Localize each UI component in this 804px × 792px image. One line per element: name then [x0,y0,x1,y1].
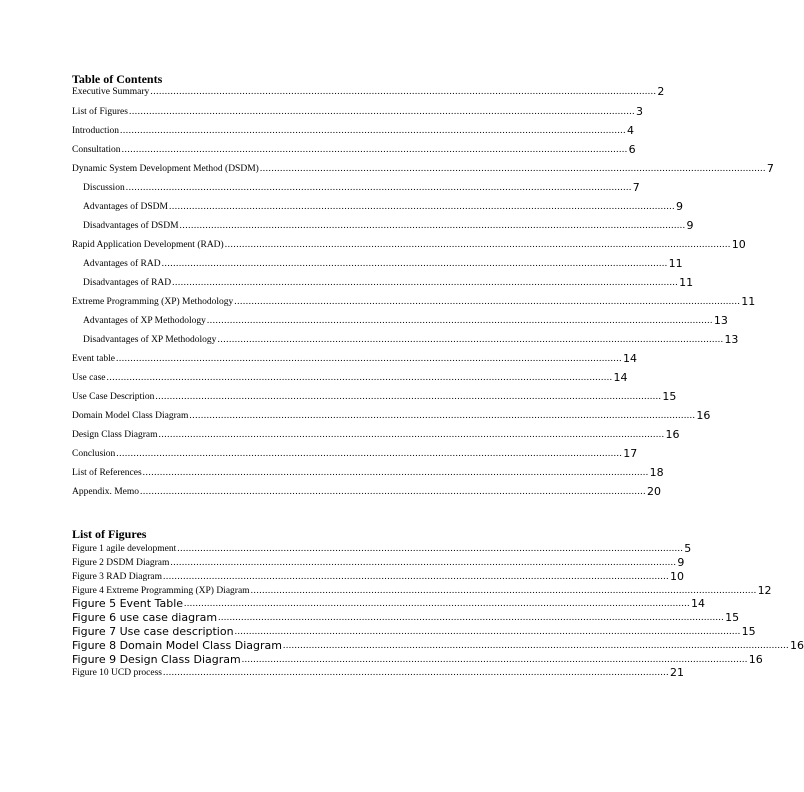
figure-entry-label: Figure 2 DSDM Diagram [72,558,170,568]
toc-entry-label: Disadvantages of RAD [83,278,172,288]
toc-entry-label: Rapid Application Development (RAD) [72,240,224,250]
toc-entry-page: 10 [731,238,746,251]
toc-entry-page: 14 [613,371,628,384]
dot-leader: ................................................................................................................................................................................ [172,278,679,288]
toc-entry-page: 11 [668,257,683,270]
figure-entry-1[interactable] [72,541,692,555]
figure-entry-label: Figure 1 agile development [72,544,177,554]
figure-entry-page: 12 [757,584,772,597]
toc-entry-page: 7 [766,162,774,175]
toc-entry-page: 4 [626,124,634,137]
figures-title: List of Figures [72,527,147,541]
dot-leader: ................................................................................................................................................................................ [150,87,657,97]
dot-leader: ................................................................................................................................................................................ [121,145,628,155]
toc-entry-rad[interactable] [72,237,746,251]
dot-leader: ................................................................................................................................................................................ [234,297,741,307]
toc-entry-list-of-figures[interactable] [72,104,643,118]
dot-leader: ................................................................................................................................................................................ [168,202,675,212]
toc-entry-label: Consultation [72,145,121,155]
dot-leader: ................................................................................................................................................................................ [162,572,669,582]
toc-entry-label: Advantages of RAD [83,259,161,269]
toc-entry-label: Event table [72,354,115,364]
figure-entry-label: Figure 10 UCD process [72,668,162,678]
toc-entry-page: 18 [649,466,664,479]
toc-entry-page: 15 [662,390,677,403]
toc-entry-label: Use Case Description [72,392,155,402]
toc-entry-use-case-description[interactable] [72,389,677,403]
toc-entry-label: Design Class Diagram [72,430,158,440]
dot-leader: ................................................................................................................................................................................ [119,126,626,136]
toc-entry-executive-summary[interactable] [72,84,665,98]
toc-entry-label: Executive Summary [72,87,150,97]
toc-entry-label: Disadvantages of XP Methodology [83,335,217,345]
toc-entry-appendix-memo[interactable] [72,484,662,498]
toc-entry-page: 17 [623,447,638,460]
dot-leader: ................................................................................................................................................................................ [177,544,684,554]
figure-entry-page: 5 [684,542,692,555]
dot-leader: ................................................................................................................................................................................ [116,449,623,459]
dot-leader: ................................................................................................................................................................................ [179,221,686,231]
dot-leader: ................................................................................................................................................................................ [282,641,789,651]
toc-entry-advantages-rad[interactable] [83,256,683,270]
toc-entry-discussion[interactable] [83,180,640,194]
toc-entry-page: 9 [675,200,683,213]
toc-entry-label: Discussion [83,183,125,193]
toc-entry-page: 3 [635,105,643,118]
toc-entry-page: 11 [741,295,756,308]
toc-entry-disadvantages-dsdm[interactable] [83,218,694,232]
toc-entry-label: Appendix. Memo [72,487,140,497]
dot-leader: ................................................................................................................................................................................ [259,164,766,174]
toc-entry-label: Dynamic System Development Method (DSDM) [72,164,259,174]
dot-leader: ................................................................................................................................................................................ [158,430,665,440]
toc-entry-label: Use case [72,373,106,383]
toc-entry-page: 16 [696,409,711,422]
toc-entry-use-case[interactable] [72,370,628,384]
toc-entry-label: List of References [72,468,142,478]
toc-entry-label: List of Figures [72,107,128,117]
figure-entry-4[interactable] [72,583,772,597]
figure-entry-5[interactable] [72,596,706,610]
toc-entry-page: 16 [665,428,680,441]
toc-entry-introduction[interactable] [72,123,634,137]
toc-entry-page: 7 [632,181,640,194]
dot-leader: ................................................................................................................................................................................ [206,316,713,326]
figure-entry-2[interactable] [72,555,685,569]
toc-entry-advantages-dsdm[interactable] [83,199,683,213]
toc-entry-label: Advantages of DSDM [83,202,168,212]
figure-entry-7[interactable] [72,624,756,638]
toc-entry-page: 13 [724,333,739,346]
figure-entry-9[interactable] [72,652,763,666]
toc-entry-conclusion[interactable] [72,446,638,460]
dot-leader: ................................................................................................................................................................................ [217,335,724,345]
figure-entry-3[interactable] [72,569,684,583]
figure-entry-label: Figure 8 Domain Model Class Diagram [72,639,282,652]
dot-leader: ................................................................................................................................................................................ [224,240,731,250]
toc-entry-label: Advantages of XP Methodology [83,316,206,326]
figure-entry-label: Figure 7 Use case description [72,625,234,638]
figure-entry-10[interactable] [72,665,684,679]
toc-entry-page: 6 [628,143,636,156]
figure-entry-label: Figure 3 RAD Diagram [72,572,162,582]
figure-entry-page: 16 [748,653,763,666]
toc-entry-dsdm[interactable] [72,161,774,175]
toc-entry-label: Conclusion [72,449,116,459]
dot-leader: ................................................................................................................................................................................ [170,558,677,568]
dot-leader: ................................................................................................................................................................................ [184,599,691,609]
toc-title: Table of Contents [72,72,163,86]
dot-leader: ................................................................................................................................................................................ [125,183,632,193]
toc-entry-label: Introduction [72,126,119,136]
toc-entry-label: Extreme Programming (XP) Methodology [72,297,234,307]
figure-entry-page: 21 [669,666,684,679]
dot-leader: ................................................................................................................................................................................ [189,411,696,421]
dot-leader: ................................................................................................................................................................................ [140,487,647,497]
figure-entry-label: Figure 9 Design Class Diagram [72,653,241,666]
toc-entry-page: 13 [713,314,728,327]
figure-entry-page: 10 [669,570,684,583]
toc-entry-page: 20 [647,485,662,498]
figure-entry-page: 15 [741,625,756,638]
dot-leader: ................................................................................................................................................................................ [116,354,622,364]
dot-leader: ................................................................................................................................................................................ [155,392,662,402]
toc-entry-event-table[interactable] [72,351,637,365]
toc-entry-page: 14 [623,352,637,365]
toc-entry-disadvantages-xp[interactable] [83,332,739,346]
figure-entry-page: 9 [677,556,685,569]
toc-entry-design-class[interactable] [72,427,680,441]
toc-entry-domain-model[interactable] [72,408,711,422]
toc-entry-label: Domain Model Class Diagram [72,411,189,421]
toc-entry-page: 2 [657,85,665,98]
figure-entry-label: Figure 6 use case diagram [72,611,218,624]
dot-leader: ................................................................................................................................................................................ [218,613,725,623]
figure-entry-label: Figure 5 Event Table [72,597,184,610]
figure-entry-label: Figure 4 Extreme Programming (XP) Diagram [72,586,250,596]
figure-entry-page: 15 [725,611,740,624]
toc-entry-page: 11 [679,276,694,289]
dot-leader: ................................................................................................................................................................................ [241,655,748,665]
dot-leader: ................................................................................................................................................................................ [162,668,669,678]
figure-entry-6[interactable] [72,610,740,624]
figure-entry-8[interactable] [72,638,804,652]
dot-leader: ................................................................................................................................................................................ [234,627,741,637]
figure-entry-page: 14 [691,597,706,610]
toc-entry-advantages-xp[interactable] [83,313,728,327]
dot-leader: ................................................................................................................................................................................ [250,586,757,596]
figure-entry-page: 16 [789,639,804,652]
toc-entry-consultation[interactable] [72,142,636,156]
toc-entry-label: Disadvantages of DSDM [83,221,179,231]
dot-leader: ................................................................................................................................................................................ [128,107,635,117]
dot-leader: ................................................................................................................................................................................ [106,373,613,383]
toc-entry-xp-methodology[interactable] [72,294,756,308]
toc-entry-references[interactable] [72,465,664,479]
dot-leader: ................................................................................................................................................................................ [161,259,668,269]
dot-leader: ................................................................................................................................................................................ [142,468,649,478]
toc-entry-page: 9 [686,219,694,232]
toc-entry-disadvantages-rad[interactable] [83,275,694,289]
